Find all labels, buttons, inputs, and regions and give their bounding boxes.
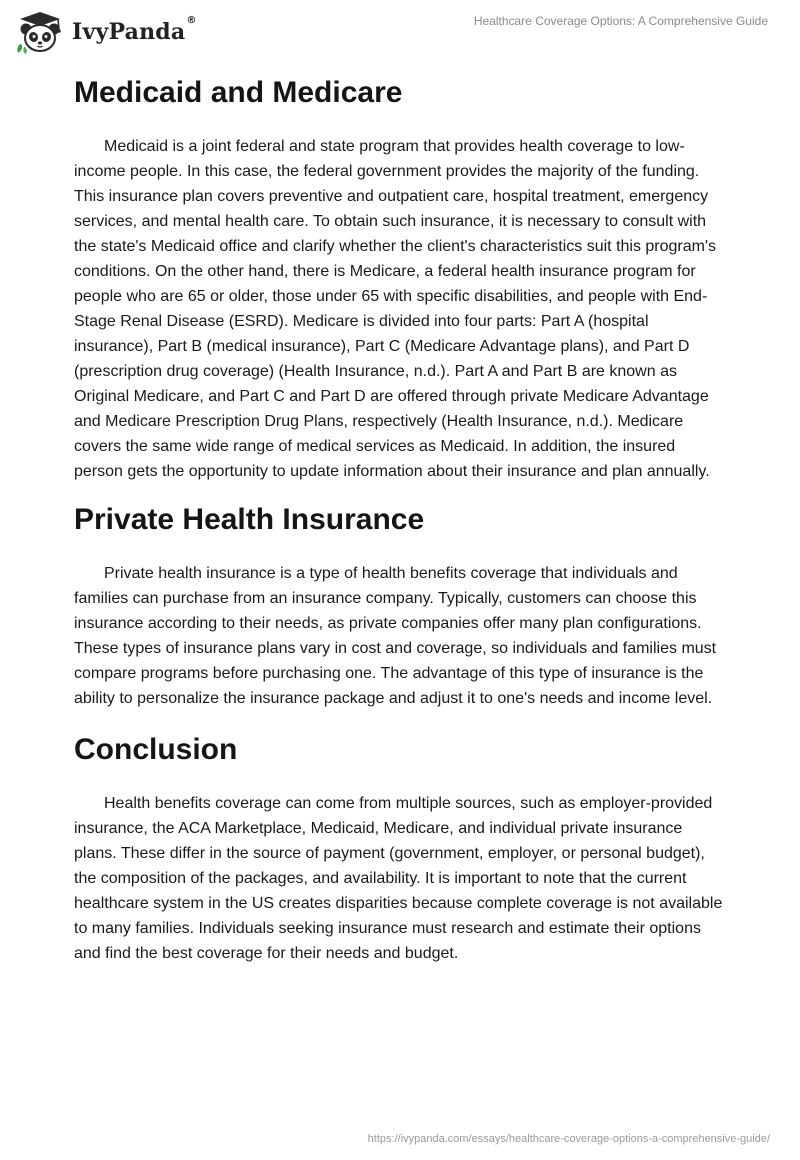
section-heading-conclusion: Conclusion — [74, 733, 238, 766]
section-heading-medicaid-medicare: Medicaid and Medicare — [74, 76, 403, 109]
panda-graduation-icon — [14, 10, 66, 54]
section-paragraph-conclusion: Health benefits coverage can come from multiple sources, such as employer-provided insurance, the ACA Marketplace, Medicaid, Medicare, and individual private insurance plans. These differ in the source of payment (government, employer, or personal budget), the composition of the packages, and availability. It is important to note that the current healthcare system in the US creates disparities because complete coverage is not available to many families. Individuals seeking insurance must research and estimate their options and find the best coverage for their needs and budget. — [74, 795, 723, 962]
section-paragraph-medicaid-medicare: Medicaid is a joint federal and state program that provides health coverage to low-income people. In this case, the federal government provides the majority of the funding. This insurance plan covers preventive and outpatient care, hospital treatment, emergency services, and mental health care. To obtain such insurance, it is necessary to consult with the state's Medicaid office and clarify whether the client's characteristics suit this program's conditions. On the other hand, there is Medicare, a federal health insurance program for people who are 65 or older, those under 65 with specific disabilities, and people with End-Stage Renal Disease (ESRD). Medicare is divided into four parts: Part A (hospital insurance), Part B (medical insurance), Part C (Medicare Advantage plans), and Part D (prescription drug coverage) (Health Insurance, n.d.). Part A and Part B are known as Original Medicare, and Part C and Part D are offered through private Medicare Advantage and Medicare Prescription Drug Plans, respectively (Health Insurance, n.d.). Medicare covers the same wide range of medical services as Medicaid. In addition, the insured person gets the opportunity to update information about their insurance and plan annually. — [74, 138, 717, 480]
document-title: Healthcare Coverage Options: A Comprehensive Guide — [473, 14, 768, 28]
logo-wordmark: IvyPanda® — [72, 15, 197, 45]
ivypanda-logo[interactable] — [14, 8, 197, 56]
registered-mark: ® — [186, 15, 197, 26]
section-heading-private-insurance: Private Health Insurance — [74, 503, 425, 536]
page-header — [0, 0, 800, 70]
section-paragraph-private-insurance: Private health insurance is a type of health benefits coverage that individuals and families can purchase from an insurance company. Typically, customers can choose this insurance according to their needs, as private companies offer many plan configurations. These types of insurance plans vary in cost and coverage, so individuals and families must compare programs before purchasing one. The advantage of this type of insurance is the ability to personalize the insurance package and adjust it to one's needs and income level. — [74, 565, 717, 707]
source-url-link[interactable]: https://ivypanda.com/essays/healthcare-coverage-options-a-comprehensive-guide/ — [367, 1133, 770, 1145]
essay-content — [74, 70, 726, 966]
